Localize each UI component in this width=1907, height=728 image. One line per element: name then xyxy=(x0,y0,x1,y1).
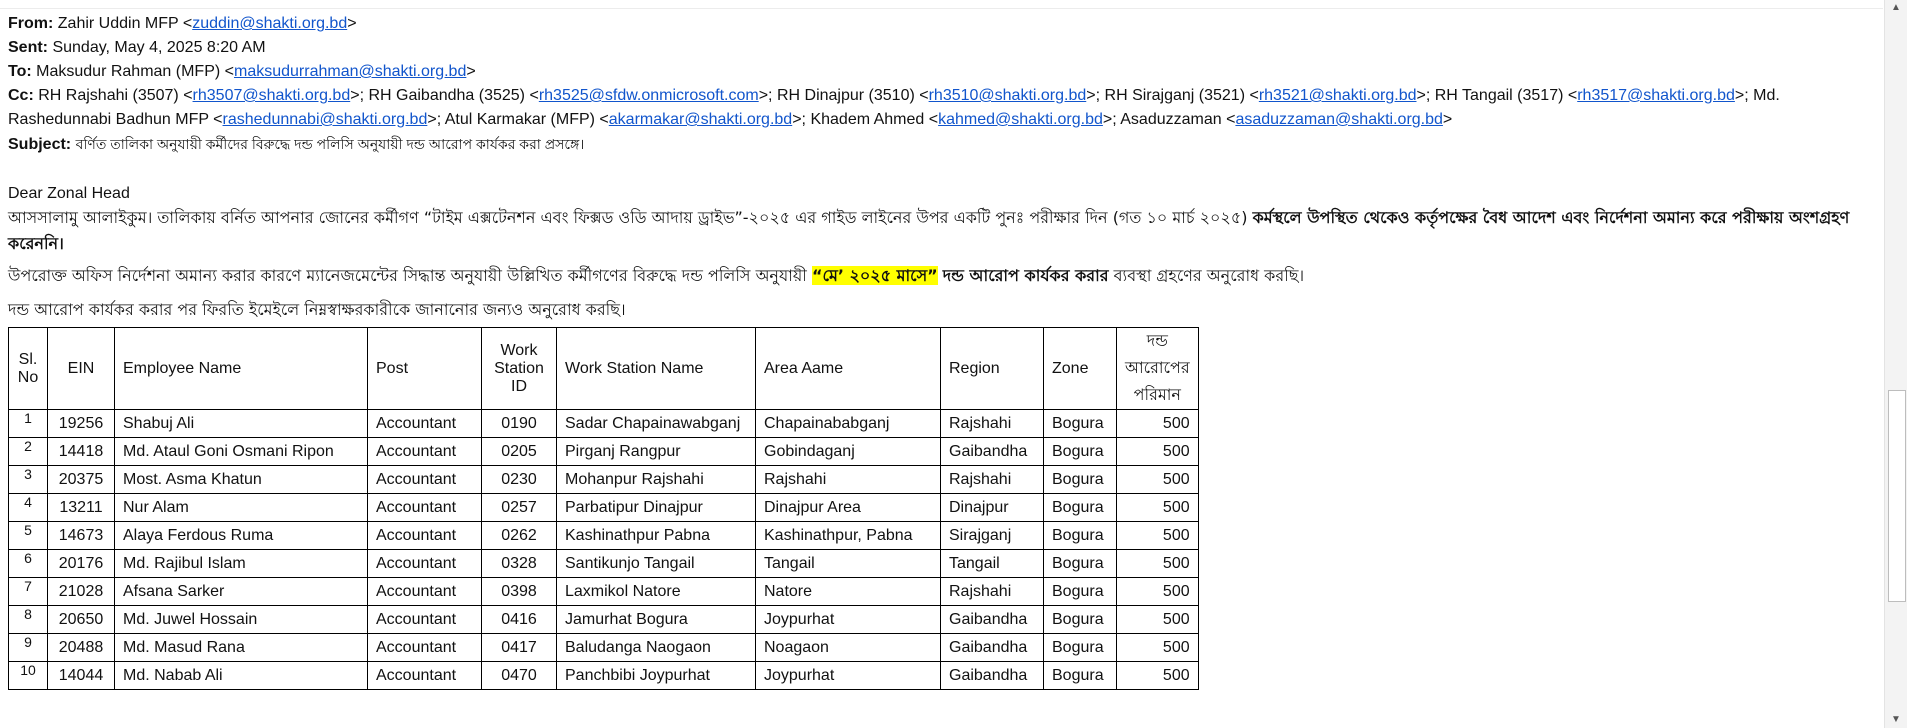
table-cell: 14418 xyxy=(48,438,115,466)
table-cell: Md. Nabab Ali xyxy=(115,662,368,690)
paragraph-2-bold: দন্ড আরোপ কার্যকর করার xyxy=(942,266,1109,285)
table-cell: Laxmikol Natore xyxy=(557,578,756,606)
penalty-table xyxy=(8,327,1199,690)
table-cell: Md. Ataul Goni Osmani Ripon xyxy=(115,438,368,466)
table-cell: 500 xyxy=(1117,550,1199,578)
table-row xyxy=(9,438,1199,466)
paragraph-2-highlight: “মে’ ২০২৫ মাসে” xyxy=(811,266,938,285)
table-cell: 5 xyxy=(9,522,48,550)
table-cell: Bogura xyxy=(1044,550,1117,578)
table-cell: 0230 xyxy=(482,466,557,494)
table-cell: Gaibandha xyxy=(941,662,1044,690)
paragraph-2-text: উপরোক্ত অফিস নির্দেশনা অমান্য করার কারণে ম্যানেজমেন্টের সিদ্ধান্ত অনুযায়ী উল্লিখিত কর্মীগণের বিরুদ্ধে দন্ড পলিসি অনুযায়ী xyxy=(8,266,807,285)
table-cell: Accountant xyxy=(368,578,482,606)
cc-recipient-name: RH Gaibandha (3525) xyxy=(368,87,526,104)
table-cell: 2 xyxy=(9,438,48,466)
cc-recipient-name: Md. Rashedunnabi Badhun MFP xyxy=(8,87,1780,128)
table-cell: Kashinathpur Pabna xyxy=(557,522,756,550)
table-cell: 13211 xyxy=(48,494,115,522)
table-cell: Mohanpur Rajshahi xyxy=(557,466,756,494)
table-cell: 10 xyxy=(9,662,48,690)
subject-label: Subject: xyxy=(8,136,72,153)
table-cell: Noagaon xyxy=(756,634,941,662)
table-cell: Md. Juwel Hossain xyxy=(115,606,368,634)
cc-email-link[interactable]: rh3521@shakti.org.bd xyxy=(1258,87,1417,104)
table-cell: Bogura xyxy=(1044,578,1117,606)
table-cell: Accountant xyxy=(368,634,482,662)
table-cell: Kashinathpur, Pabna xyxy=(756,522,941,550)
col-sl-no: Sl. No xyxy=(9,328,48,410)
table-cell: 500 xyxy=(1117,466,1199,494)
col-work-station-id: Work Station ID xyxy=(482,328,557,410)
table-cell: Panchbibi Joypurhat xyxy=(557,662,756,690)
cc-email-link[interactable]: rh3507@shakti.org.bd xyxy=(192,87,351,104)
header-divider xyxy=(0,8,1883,9)
table-cell: 1 xyxy=(9,410,48,438)
table-cell: Chapainababganj xyxy=(756,410,941,438)
table-cell: Accountant xyxy=(368,466,482,494)
table-cell: 500 xyxy=(1117,662,1199,690)
table-cell: Bogura xyxy=(1044,410,1117,438)
table-row xyxy=(9,662,1199,690)
cc-email-link[interactable]: asaduzzaman@shakti.org.bd xyxy=(1235,111,1443,128)
table-cell: Accountant xyxy=(368,550,482,578)
table-cell: 500 xyxy=(1117,438,1199,466)
table-row xyxy=(9,550,1199,578)
table-cell: Dinajpur Area xyxy=(756,494,941,522)
table-cell: Rajshahi xyxy=(941,466,1044,494)
subject-line xyxy=(8,132,1868,157)
subject-value: বর্ণিত তালিকা অনুযায়ী কর্মীদের বিরুদ্ধে দন্ড পলিসি অনুযায়ী দন্ড আরোপ কার্যকর করা প্রসঙ্গে। xyxy=(75,136,585,152)
scroll-up-icon[interactable]: ▲ xyxy=(1891,2,1901,13)
table-cell: Sadar Chapainawabganj xyxy=(557,410,756,438)
table-cell: 14044 xyxy=(48,662,115,690)
cc-label: Cc: xyxy=(8,87,34,104)
paragraph-2-end: ব্যবস্থা গ্রহণের অনুরোধ করছি। xyxy=(1113,266,1305,285)
table-cell: Bogura xyxy=(1044,438,1117,466)
cc-recipient-name: Asaduzzaman xyxy=(1120,111,1222,128)
table-cell: 500 xyxy=(1117,578,1199,606)
table-cell: 20375 xyxy=(48,466,115,494)
table-cell: Joypurhat xyxy=(756,606,941,634)
table-cell: Bogura xyxy=(1044,522,1117,550)
table-cell: Accountant xyxy=(368,410,482,438)
table-header-row xyxy=(9,328,1199,410)
table-cell: Gaibandha xyxy=(941,606,1044,634)
from-email-link[interactable]: zuddin@shakti.org.bd xyxy=(192,15,348,32)
from-label: From: xyxy=(8,15,54,32)
table-cell: Tangail xyxy=(941,550,1044,578)
sent-label: Sent: xyxy=(8,39,48,56)
table-cell: 0205 xyxy=(482,438,557,466)
table-row xyxy=(9,634,1199,662)
table-cell: 500 xyxy=(1117,634,1199,662)
table-cell: 14673 xyxy=(48,522,115,550)
from-line: From: Zahir Uddin MFP <zuddin@shakti.org.bd> xyxy=(8,15,357,32)
table-cell: Baludanga Naogaon xyxy=(557,634,756,662)
to-name: Maksudur Rahman (MFP) xyxy=(36,63,221,80)
table-cell: 0417 xyxy=(482,634,557,662)
scrollbar-thumb[interactable] xyxy=(1888,390,1906,602)
table-cell: Joypurhat xyxy=(756,662,941,690)
table-cell: 0257 xyxy=(482,494,557,522)
table-cell: Shabuj Ali xyxy=(115,410,368,438)
greeting: Dear Zonal Head xyxy=(8,185,130,202)
table-cell: Accountant xyxy=(368,438,482,466)
cc-recipient-name: Khadem Ahmed xyxy=(810,111,925,128)
cc-email-link[interactable]: rh3525@sfdw.onmicrosoft.com xyxy=(538,87,759,104)
email-message xyxy=(8,12,1868,690)
col-region: Region xyxy=(941,328,1044,410)
table-cell: 9 xyxy=(9,634,48,662)
table-cell: Bogura xyxy=(1044,606,1117,634)
cc-email-link[interactable]: rh3517@shakti.org.bd xyxy=(1577,87,1735,104)
body-paragraph-3: দন্ড আরোপ কার্যকর করার পর ফিরতি ইমেইলে নিম্নস্বাক্ষরকারীকে জানানোর জন্যও অনুরোধ করছি। xyxy=(8,300,626,319)
table-cell: Bogura xyxy=(1044,662,1117,690)
table-cell: 0190 xyxy=(482,410,557,438)
paragraph-1-bold: কর্মস্থলে উপস্থিত থেকেও কর্তৃপক্ষের বৈধ আদেশ এবং নির্দেশনা অমান্য করে পরীক্ষায় অংশগ্রহণ করেননি। xyxy=(8,208,1850,253)
table-cell: Parbatipur Dinajpur xyxy=(557,494,756,522)
cc-recipient-list: RH Rajshahi (3507) <rh3507@shakti.org.bd>; RH Gaibandha (3525) <rh3525@sfdw.onmicrosoft.com>; RH Dinajpur (3510) <rh3510@shakti.org.bd>; RH Sirajganj (3521) <rh3521@shakti.org.bd>; RH Tangail (3517) <rh3517@shakti.org.bd>; Md. Rashedunnabi Badhun MFP <rashedunnabi@shakti.org.bd>; Atul Karmakar (MFP) <akarmakar@shakti.org.bd>; Khadem Ahmed <kahmed@shakti.org.bd>; Asaduzzaman <asaduzzaman@shakti.org.bd> xyxy=(8,87,1780,128)
table-cell: Accountant xyxy=(368,606,482,634)
cc-line xyxy=(8,84,1868,132)
vertical-scrollbar[interactable] xyxy=(1884,0,1907,728)
table-cell: 20176 xyxy=(48,550,115,578)
table-cell: Bogura xyxy=(1044,466,1117,494)
table-cell: 20650 xyxy=(48,606,115,634)
table-cell: Gobindaganj xyxy=(756,438,941,466)
table-cell: 500 xyxy=(1117,410,1199,438)
to-label: To: xyxy=(8,63,32,80)
col-employee-name: Employee Name xyxy=(115,328,368,410)
table-cell: 21028 xyxy=(48,578,115,606)
paragraph-1-text: আসসালামু আলাইকুম। তালিকায় বর্নিত আপনার জোনের কর্মীগণ “টাইম এক্সটেনশন এবং ফিক্সড ওডি আদায় ড্রাইভ”-২০২৫ এর গাইড লাইনের উপর একটি পুনঃ পরীক্ষার দিন (গত ১০ মার্চ ২০২৫) xyxy=(8,208,1248,227)
cc-email-link[interactable]: kahmed@shakti.org.bd xyxy=(938,111,1103,128)
table-row xyxy=(9,466,1199,494)
table-cell: Afsana Sarker xyxy=(115,578,368,606)
table-row xyxy=(9,522,1199,550)
table-cell: Md. Masud Rana xyxy=(115,634,368,662)
table-cell: Gaibandha xyxy=(941,438,1044,466)
table-cell: 6 xyxy=(9,550,48,578)
cc-email-link[interactable]: akarmakar@shakti.org.bd xyxy=(608,111,793,128)
table-cell: Rajshahi xyxy=(941,410,1044,438)
table-cell: 4 xyxy=(9,494,48,522)
table-cell: Accountant xyxy=(368,522,482,550)
col-area-name: Area Aame xyxy=(756,328,941,410)
table-cell: 8 xyxy=(9,606,48,634)
body-paragraph-2 xyxy=(8,263,1868,289)
table-cell: Nur Alam xyxy=(115,494,368,522)
to-line: To: Maksudur Rahman (MFP) <maksudurrahman@shakti.org.bd> xyxy=(8,63,476,80)
scroll-down-icon[interactable]: ▼ xyxy=(1891,714,1901,725)
body-paragraph-1 xyxy=(8,205,1868,257)
table-cell: Dinajpur xyxy=(941,494,1044,522)
table-cell: 500 xyxy=(1117,522,1199,550)
table-row xyxy=(9,606,1199,634)
table-cell: Natore xyxy=(756,578,941,606)
table-cell: Alaya Ferdous Ruma xyxy=(115,522,368,550)
table-cell: Most. Asma Khatun xyxy=(115,466,368,494)
table-row xyxy=(9,410,1199,438)
cc-recipient-name: Atul Karmakar (MFP) xyxy=(444,111,595,128)
table-cell: 0416 xyxy=(482,606,557,634)
table-cell: Jamurhat Bogura xyxy=(557,606,756,634)
table-cell: Rajshahi xyxy=(756,466,941,494)
table-body xyxy=(9,410,1199,690)
table-cell: 0470 xyxy=(482,662,557,690)
table-row xyxy=(9,494,1199,522)
table-cell: Bogura xyxy=(1044,634,1117,662)
table-cell: 0262 xyxy=(482,522,557,550)
table-cell: Rajshahi xyxy=(941,578,1044,606)
sent-line xyxy=(8,36,1868,60)
table-cell: Bogura xyxy=(1044,494,1117,522)
table-row xyxy=(9,578,1199,606)
cc-recipient-name: RH Rajshahi (3507) xyxy=(38,87,179,104)
cc-recipient-name: RH Sirajganj (3521) xyxy=(1104,87,1246,104)
col-work-station-name: Work Station Name xyxy=(557,328,756,410)
col-post: Post xyxy=(368,328,482,410)
table-cell: Santikunjo Tangail xyxy=(557,550,756,578)
table-cell: 20488 xyxy=(48,634,115,662)
table-cell: Pirganj Rangpur xyxy=(557,438,756,466)
col-ein: EIN xyxy=(48,328,115,410)
from-name: Zahir Uddin MFP xyxy=(57,15,179,32)
table-cell: 500 xyxy=(1117,606,1199,634)
table-cell: 19256 xyxy=(48,410,115,438)
table-cell: Accountant xyxy=(368,494,482,522)
to-email-link[interactable]: maksudurrahman@shakti.org.bd xyxy=(233,63,467,80)
table-cell: 500 xyxy=(1117,494,1199,522)
table-cell: Gaibandha xyxy=(941,634,1044,662)
cc-email-link[interactable]: rashedunnabi@shakti.org.bd xyxy=(222,111,428,128)
table-cell: Md. Rajibul Islam xyxy=(115,550,368,578)
table-cell: Accountant xyxy=(368,662,482,690)
table-cell: 7 xyxy=(9,578,48,606)
cc-recipient-name: RH Dinajpur (3510) xyxy=(776,87,915,104)
table-cell: 0328 xyxy=(482,550,557,578)
col-penalty-amount: দন্ড আরোপের পরিমান xyxy=(1117,328,1199,410)
table-cell: 3 xyxy=(9,466,48,494)
cc-email-link[interactable]: rh3510@shakti.org.bd xyxy=(928,87,1087,104)
table-cell: Sirajganj xyxy=(941,522,1044,550)
sent-value: Sunday, May 4, 2025 8:20 AM xyxy=(52,39,266,56)
table-cell: Tangail xyxy=(756,550,941,578)
col-zone: Zone xyxy=(1044,328,1117,410)
cc-recipient-name: RH Tangail (3517) xyxy=(1434,87,1564,104)
table-cell: 0398 xyxy=(482,578,557,606)
